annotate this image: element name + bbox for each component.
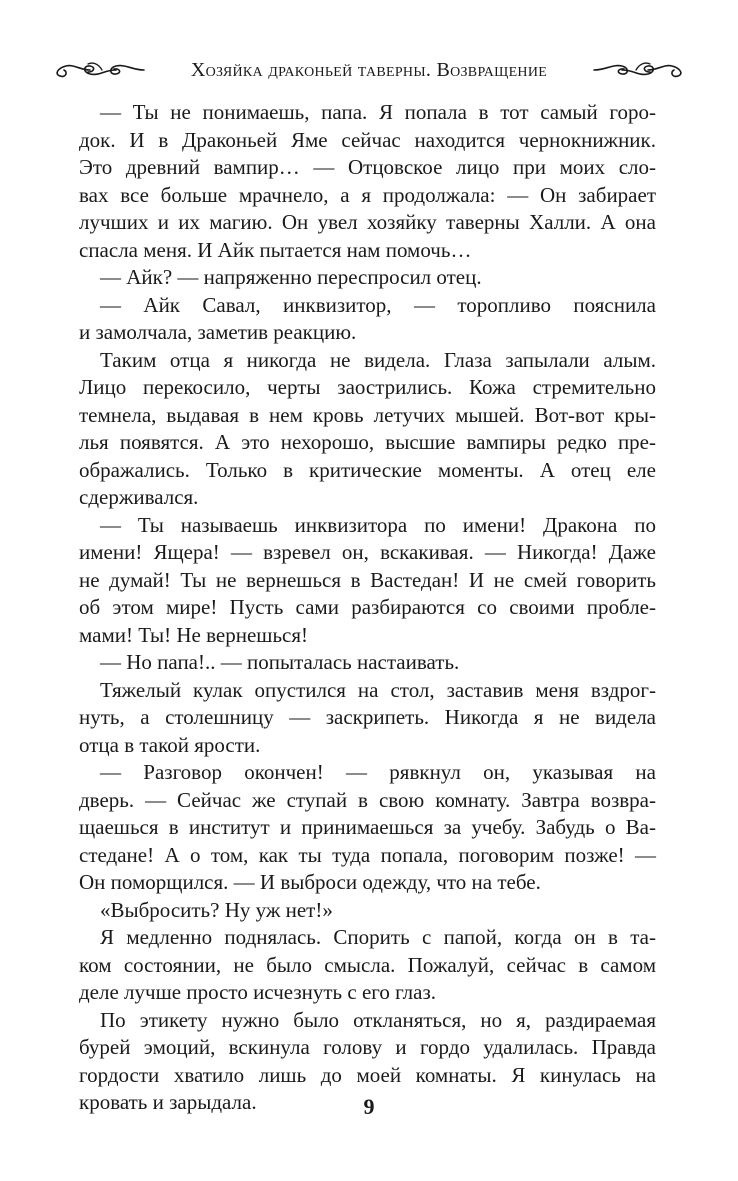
text-line: По этикету нужно было откланяться, но я, раздираемая [100,1007,656,1032]
text-line: не думай! Ты не вернешься в Вастедан! И не смей говорить [79,567,656,592]
text-line: ображались. Только в критические моменты. А отец еле [79,457,656,482]
text-line: Лицо перекосило, черты заострились. Кожа стремительно [79,375,656,399]
paragraph [79,99,656,264]
text-line: отца в такой ярости. [79,732,261,757]
paragraph [79,292,656,347]
text-line: кровать и зарыдала. [79,1090,257,1114]
page-number: 9 [363,1094,375,1119]
text-line: спасла меня. И Айк пытается нам помочь… [79,237,472,262]
flourish-right-icon [592,58,686,82]
text-line: сдерживался. [79,485,199,509]
text-line: лья появятся. А это нехорошо, высшие вампиры редко пре- [79,430,656,454]
text-line: — Айк? — напряженно переспросил отец. [100,265,482,289]
text-line: и замолчала, заметив реакцию. [79,320,357,344]
paragraph [79,512,656,650]
paragraph [79,897,656,925]
text-line: Он поморщился. — И выброси одежду, что на тебе. [79,870,541,894]
running-header [52,52,686,88]
text-line: Это древний вампир… — Отцовское лицо при моих сло- [79,155,656,179]
flourish-left-icon [52,58,146,82]
text-line: — Айк Савал, инквизитор, — торопливо пояснила [100,292,656,317]
text-line: док. И в Драконьей Яме сейчас находится чернокнижник. [79,127,656,152]
body-text [79,99,656,1117]
header-title: Хозяйка драконьей таверны. Возвращение [190,58,548,81]
paragraph [79,649,656,677]
paragraph [79,759,656,897]
text-line: мами! Ты! Не вернешься! [79,622,309,647]
text-line: вах все больше мрачнело, а я продолжала: — Он забирает [79,182,656,207]
text-line: гордости хватило лишь до моей комнаты. Я кинулась на [79,1062,656,1087]
text-line: — Разговор окончен! — рявкнул он, указывая на [100,760,656,784]
paragraph [79,347,656,512]
text-line: лучших и их магию. Он увел хозяйку таверны Халли. А она [79,210,656,234]
text-line: бурей эмоций, вскинула голову и гордо удалилась. Правда [79,1035,656,1059]
text-line: — Ты не понимаешь, папа. Я попала в тот самый горо- [100,100,656,124]
text-line: Таким отца я никогда не видела. Глаза запылали алым. [100,347,656,372]
text-line: — Ты называешь инквизитора по имени! Дракона по [100,512,656,537]
text-line: ком состоянии, не было смысла. Пожалуй, сейчас в самом [79,952,656,977]
text-line: нуть, а столешницу — заскрипеть. Никогда я не видела [79,705,656,729]
text-line: дверь. — Сейчас же ступай в свою комнату. Завтра возвра- [79,787,656,812]
paragraph [79,677,656,760]
paragraph [79,264,656,292]
text-line: щаешься в институт и принимаешься за учебу. Забудь о Ва- [79,815,656,839]
text-line: имени! Ящера! — взревел он, вскакивая. — Никогда! Даже [79,540,656,564]
text-line: темнела, выдавая в нем кровь летучих мышей. Вот-вот кры- [79,402,656,427]
text-line: «Выбросить? Ну уж нет!» [100,897,333,922]
text-line: об этом мире! Пусть сами разбираются со своими пробле- [79,595,656,619]
text-line: Я медленно поднялась. Спорить с папой, когда он в та- [100,925,656,949]
paragraph [79,924,656,1007]
text-line: Тяжелый кулак опустился на стол, заставив меня вздрог- [100,677,656,702]
text-line: — Но папа!.. — попыталась настаивать. [100,650,460,674]
text-line: деле лучше просто исчезнуть с его глаз. [79,980,437,1004]
text-line: стедане! А о том, как ты туда попала, поговорим позже! — [79,842,656,867]
